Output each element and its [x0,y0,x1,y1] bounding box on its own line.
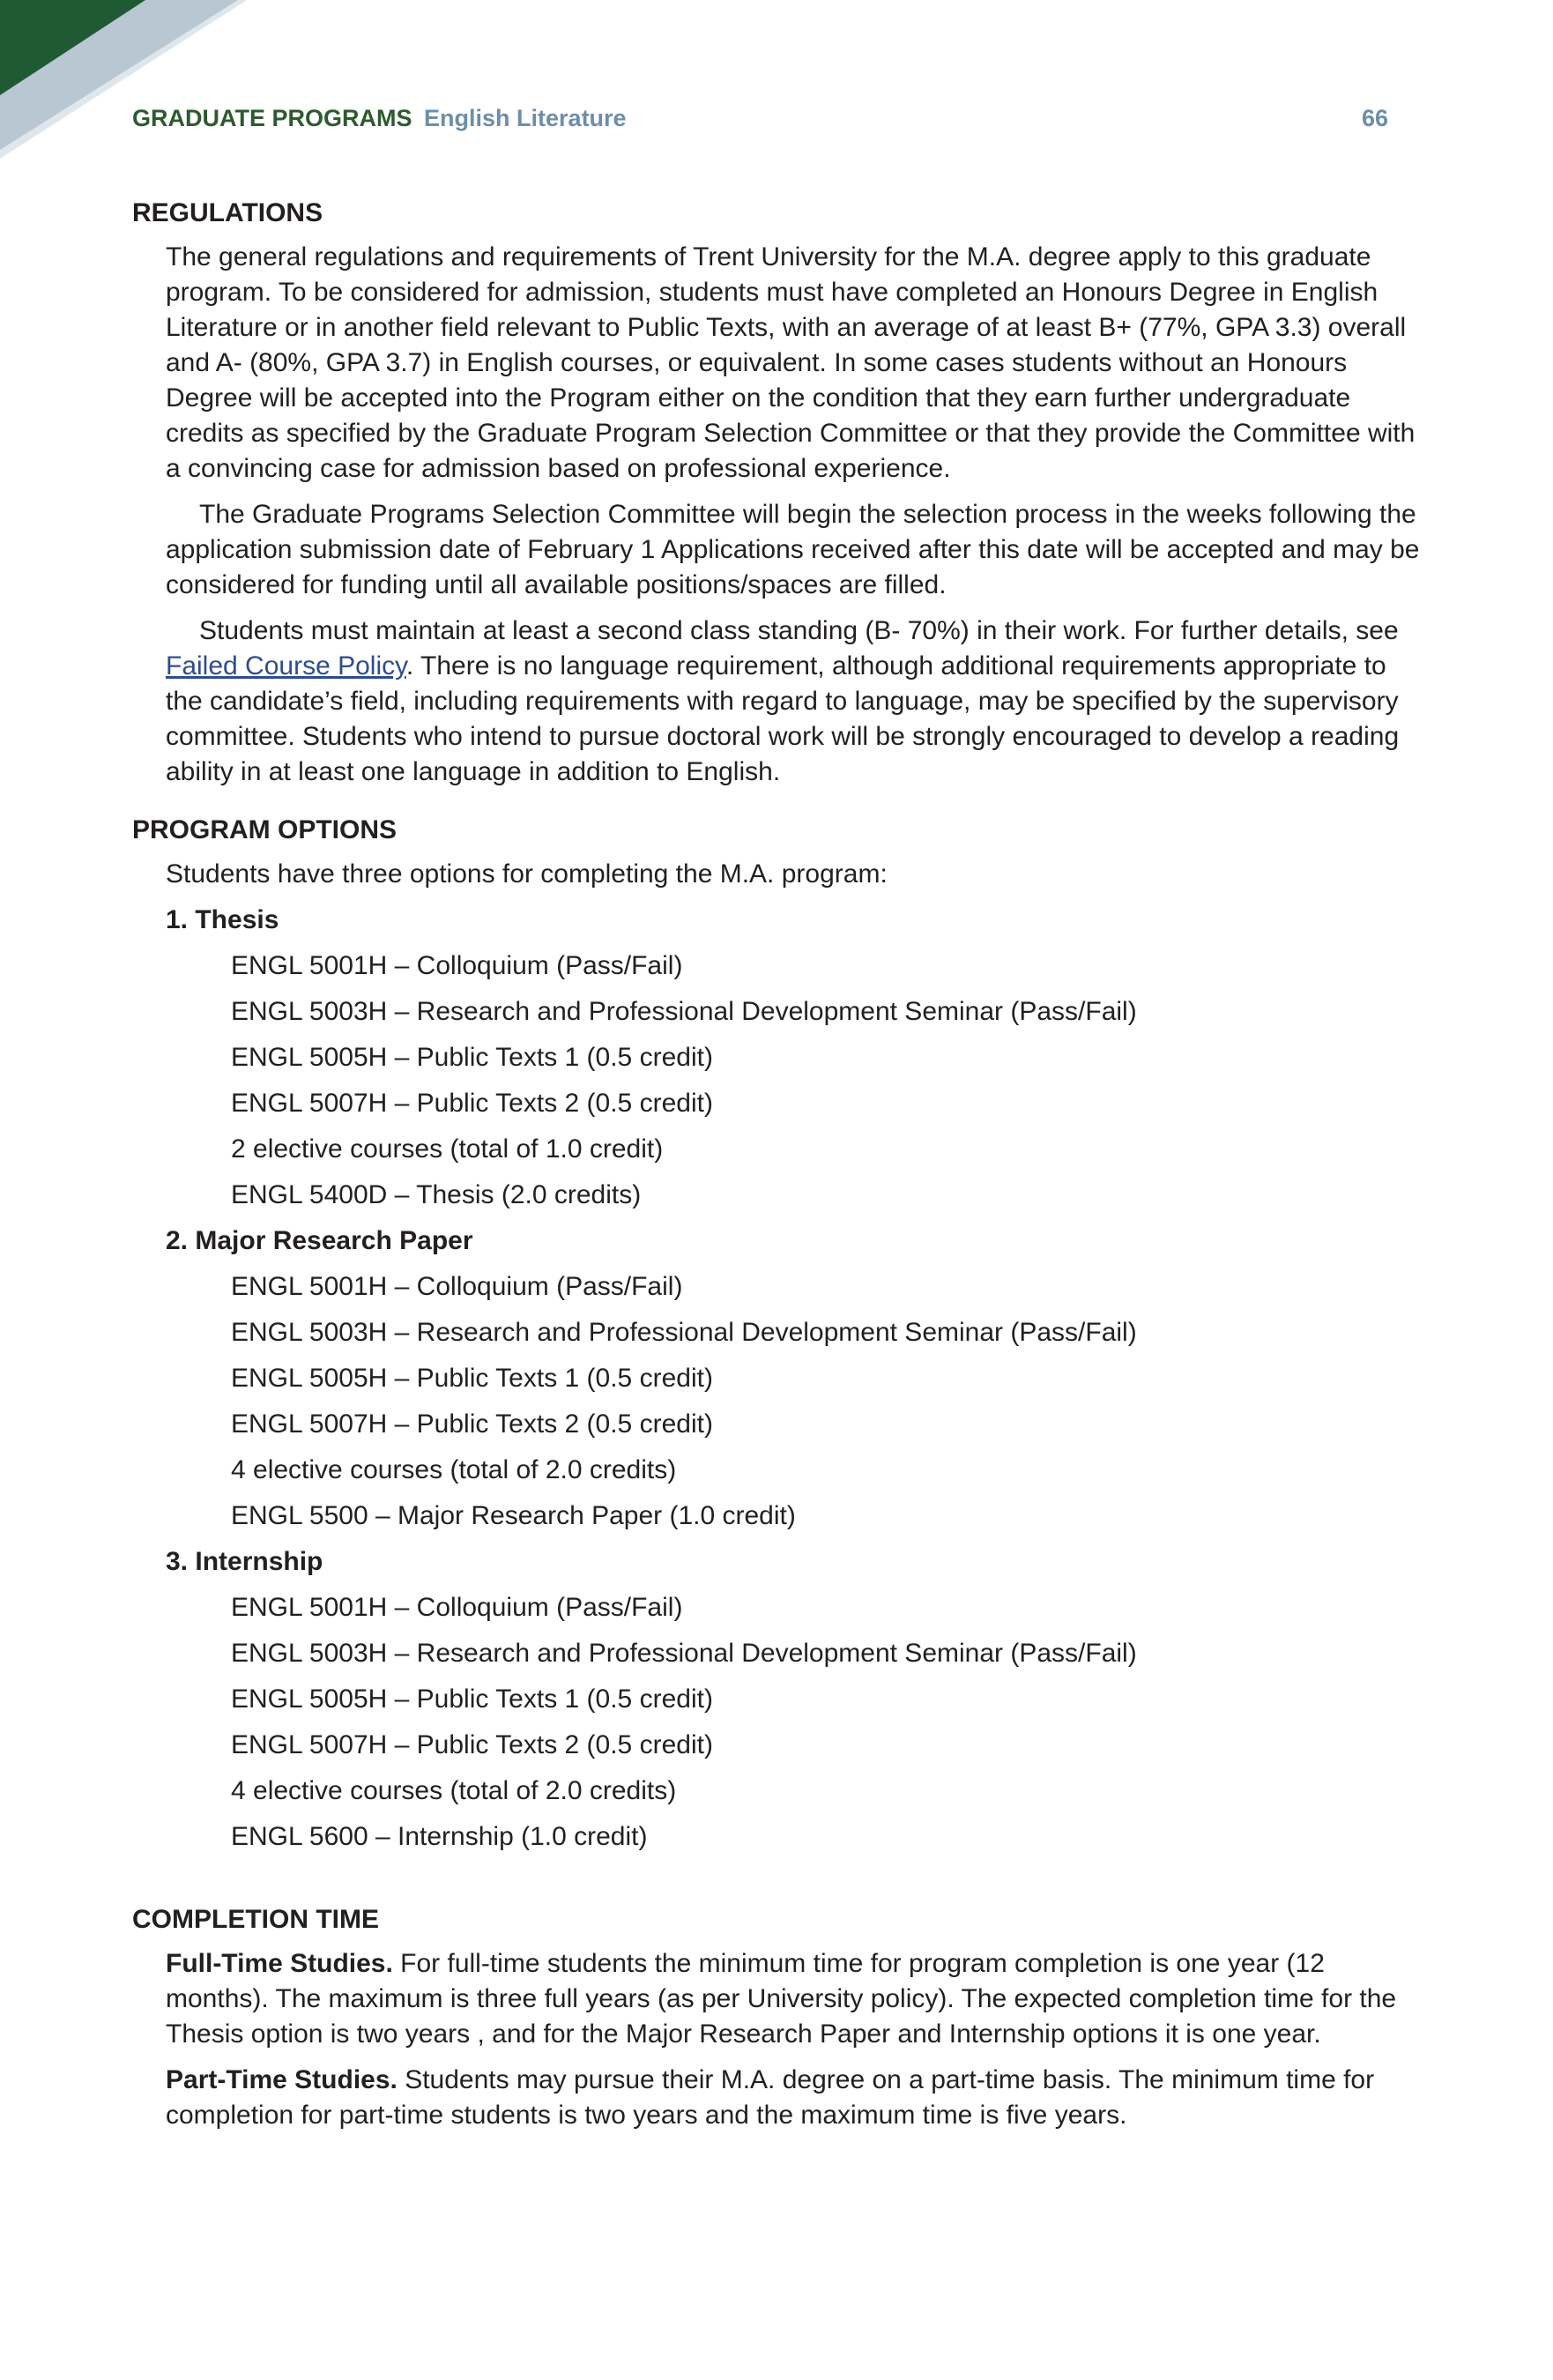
course-item: ENGL 5500 – Major Research Paper (1.0 credit) [231,1501,796,1530]
course-item: ENGL 5001H – Colloquium (Pass/Fail) [231,1593,683,1622]
option-major-research-paper [132,1223,1428,1534]
regulations-paragraph-1: The general regulations and requirements of Trent University for the M.A. degree apply to this graduate program. To be considered for admission, students must have completed an Honours Degree in English Literature or in another field relevant to Public Texts, with an average of at least B+ (77%, GPA 3.3) overall and A- (80%, GPA 3.7) in English courses, or equivalent. In some cases students without an Honours Degree will be accepted into the Program either on the condition that they earn further undergraduate credits as specified by the Graduate Program Selection Committee or that they provide the Committee with a convincing case for admission based on professional experience. [166,242,1416,483]
full-time-paragraph [166,1946,1428,2052]
page-number: 66 [1361,105,1388,131]
course-item: ENGL 5001H – Colloquium (Pass/Fail) [231,951,683,980]
part-time-paragraph [166,2063,1428,2133]
page-header [132,99,1388,138]
course-item: ENGL 5005H – Public Texts 1 (0.5 credit) [231,1043,713,1072]
course-item: ENGL 5600 – Internship (1.0 credit) [231,1822,648,1851]
course-item: ENGL 5003H – Research and Professional Development Seminar (Pass/Fail) [231,1318,1137,1347]
full-time-text: For full-time students the minimum time for program completion is one year (12 months). The maximum is three full years (as per University policy). The expected completion time for the Thesis option is two years , and for the Major Research Paper and Internship options it is one year. [166,1949,1397,2049]
full-time-label: Full-Time Studies. [166,1949,393,1978]
p3-text-start: Students must maintain at least a second class standing (B- 70%) in their work. For further details, see [199,616,1399,645]
page-content [132,185,1428,2144]
option-title: 2. Major Research Paper [166,1226,473,1255]
regulations-heading: REGULATIONS [132,198,323,227]
course-item: ENGL 5001H – Colloquium (Pass/Fail) [231,1272,683,1301]
course-item: ENGL 5003H – Research and Professional Development Seminar (Pass/Fail) [231,1639,1137,1668]
regulations-paragraph-3 [166,614,1428,790]
course-item: ENGL 5005H – Public Texts 1 (0.5 credit) [231,1364,713,1393]
header-subject: English Literature [424,105,627,131]
option-thesis [132,903,1428,1213]
course-item: 4 elective courses (total of 2.0 credits) [231,1455,677,1484]
header-section: GRADUATE PROGRAMS [132,105,412,131]
p3-text-end: . There is no language requirement, although additional requirements appropriate to the candidate’s field, including requirements with regard to language, may be specified by the supervisory committee. Students who intend to pursue doctoral work will be strongly encouraged to develop a reading ability in at least one language in addition to English. [166,651,1400,786]
regulations-paragraph-2: The Graduate Programs Selection Committee will begin the selection process in the weeks following the application submission date of February 1 Applications received after this date will be accepted and may be considered for funding until all available positions/spaces are filled. [166,500,1420,599]
course-item: 4 elective courses (total of 2.0 credits) [231,1776,677,1805]
course-item: 2 elective courses (total of 1.0 credit) [231,1134,664,1164]
course-item: ENGL 5007H – Public Texts 2 (0.5 credit) [231,1089,713,1118]
option-internship [132,1544,1428,1855]
option-title: 3. Internship [166,1547,323,1576]
program-options-intro: Students have three options for completing the M.A. program: [166,859,888,889]
course-item: ENGL 5007H – Public Texts 2 (0.5 credit) [231,1730,713,1759]
course-item: ENGL 5005H – Public Texts 1 (0.5 credit) [231,1685,713,1714]
course-item: ENGL 5003H – Research and Professional Development Seminar (Pass/Fail) [231,997,1137,1026]
course-item: ENGL 5400D – Thesis (2.0 credits) [231,1180,642,1209]
part-time-text: Students may pursue their M.A. degree on a part-time basis. The minimum time for completion for part-time students is two years and the maximum time is five years. [166,2065,1375,2130]
course-item: ENGL 5007H – Public Texts 2 (0.5 credit) [231,1409,713,1439]
program-options-heading: PROGRAM OPTIONS [132,815,398,844]
part-time-label: Part-Time Studies. [166,2065,398,2094]
completion-time-heading: COMPLETION TIME [132,1905,379,1934]
failed-course-policy-link[interactable]: Failed Course Policy [166,651,406,681]
option-title: 1. Thesis [166,905,279,934]
